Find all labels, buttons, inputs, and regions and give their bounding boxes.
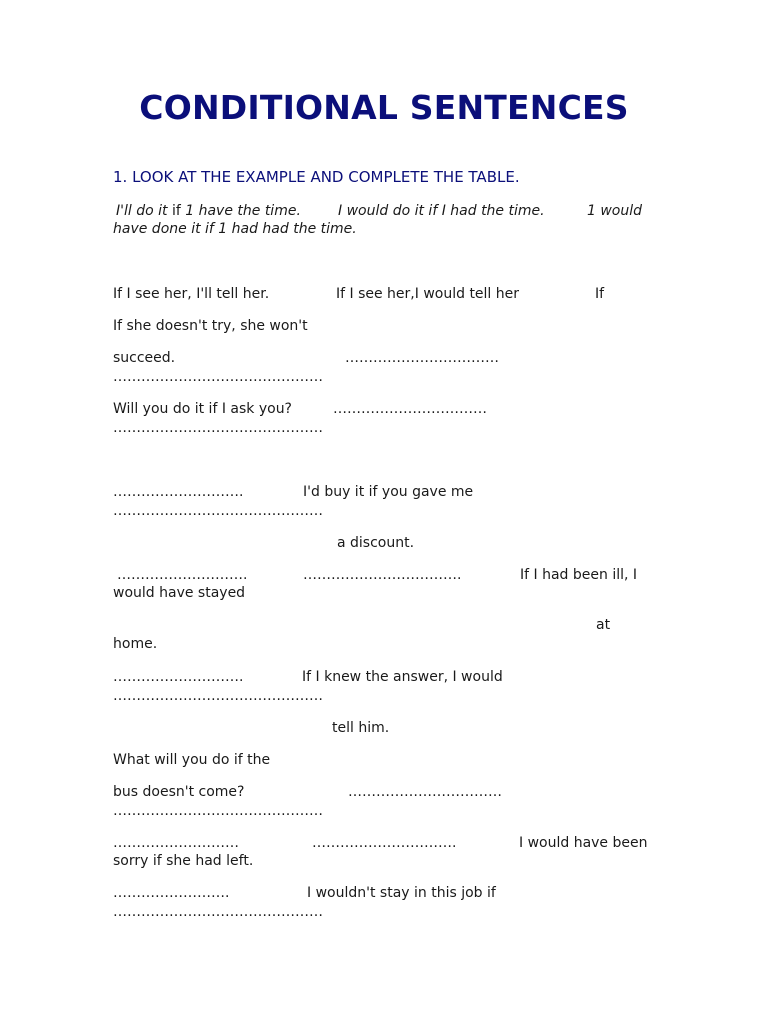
row-text: at (596, 617, 611, 633)
answer-blank[interactable]: ……………………………………… (113, 904, 323, 920)
example-third-conditional-line1: 1 would (587, 203, 643, 219)
example-third-conditional-line2: have done it if 1 had had the time. (113, 221, 357, 237)
answer-blank[interactable]: ……………………… (113, 835, 239, 851)
section-heading: 1. LOOK AT THE EXAMPLE AND COMPLETE THE TABLE. (113, 168, 520, 186)
answer-blank[interactable]: ……………………………. (303, 567, 462, 583)
answer-blank[interactable]: ………………………. (113, 669, 244, 685)
row-text: I wouldn't stay in this job if (307, 885, 496, 901)
row-text: If I knew the answer, I would (302, 669, 503, 685)
answer-blank[interactable]: ……………………. (113, 885, 230, 901)
row-text: If she doesn't try, she won't (113, 318, 308, 334)
row-third-sentence: If (595, 286, 605, 302)
answer-blank[interactable]: …………………………. (312, 835, 457, 851)
answer-blank[interactable]: ……………………………………… (113, 420, 323, 436)
example-second-conditional: I would do it if I had the time. (338, 203, 545, 219)
answer-blank[interactable]: ………………………. (113, 484, 244, 500)
row-text: I would have been (519, 835, 648, 851)
row-text: I'd buy it if you gave me (303, 484, 474, 500)
example-first-if: if (171, 203, 181, 219)
row-first-sentence: If I see her, I'll tell her. (113, 286, 270, 302)
answer-blank[interactable]: …………………………… (333, 401, 487, 417)
answer-blank[interactable]: ……………………………………… (113, 369, 323, 385)
example-first-conditional (116, 202, 301, 221)
row-text: What will you do if the (113, 752, 271, 768)
answer-blank[interactable]: ……………………………………… (113, 503, 323, 519)
row-text: tell him. (332, 720, 390, 736)
example-first-a: I'll do it (116, 203, 172, 219)
answer-blank[interactable]: ………………………. (117, 567, 248, 583)
answer-blank[interactable]: ……………………………………… (113, 688, 323, 704)
answer-blank[interactable]: …………………………… (345, 350, 499, 366)
row-text: sorry if she had left. (113, 853, 254, 869)
answer-blank[interactable]: …………………………… (348, 784, 502, 800)
row-text: would have stayed (113, 585, 246, 601)
example-first-c: 1 have the time. (180, 203, 301, 219)
row-text: succeed. (113, 350, 176, 366)
row-second-sentence: If I see her,I would tell her (336, 286, 520, 302)
row-text: a discount. (337, 535, 415, 551)
row-text: home. (113, 636, 158, 652)
answer-blank[interactable]: ……………………………………… (113, 803, 323, 819)
row-text: bus doesn't come? (113, 784, 245, 800)
page-title: CONDITIONAL SENTENCES (139, 88, 629, 127)
row-text: If I had been ill, I (520, 567, 638, 583)
row-text: Will you do it if I ask you? (113, 401, 292, 417)
